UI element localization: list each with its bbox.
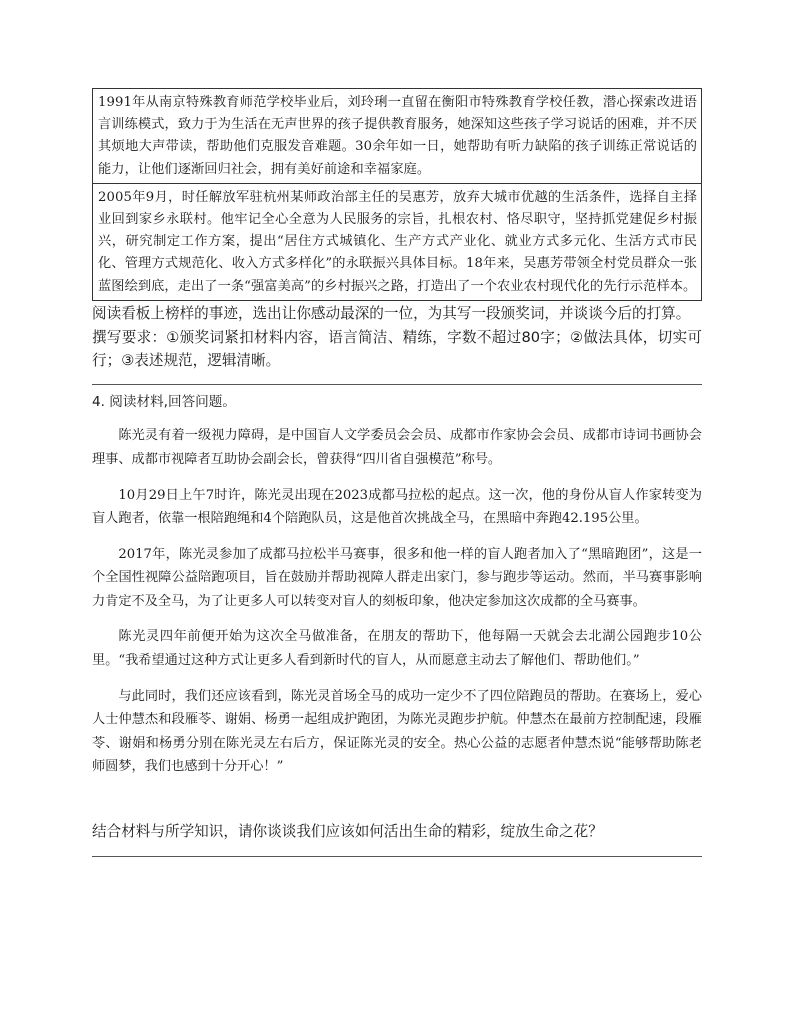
material-paragraph-1: 陈光灵有着一级视力障碍，是中国盲人文学委员会会员、成都市作家协会会员、成都市诗词书画协会理事、成都市视障者互助协会副会长，曾获得“四川省自强模范”称号。 [92, 428, 702, 467]
material-paragraph-4: 陈光灵四年前便开始为这次全马做准备，在朋友的帮助下，他每隔一天就会去北湖公园跑步10公里。“我希望通过这种方式让更多人看到新时代的盲人，从而愿意主动去了解他们、帮助他们。” [92, 629, 702, 669]
question-prompt: 结合材料与所学知识，请你谈谈我们应该如何活出生命的精彩，绽放生命之花？ [92, 823, 603, 841]
role-model-board [92, 88, 702, 301]
worksheet-page [92, 88, 702, 857]
question-4-title: 4. 阅读材料,回答问题。 [92, 394, 236, 411]
case-box-2: 2005年9月，时任解放军驻杭州某师政治部主任的吴惠芳，放弃大城市优越的生活条件，选择自主择业回到家乡永联村。他牢记全心全意为人民服务的宗旨，扎根农村、恪尽职守，坚持抓党建促乡村振兴，研究制定工作方案，提出“居住方式城镇化、生产方式产业化、就业方式多元化、生活方式市民化、管理方式规范化、收入方式多样化”的永联振兴具体目标。18年来，吴惠芳带领全村党员群众一张蓝图绘到底，走出了一条“强富美高”的乡村振兴之路，打造出了一个农业农村现代化的先行示范样本。 [93, 183, 701, 300]
answer-line-1 [92, 384, 702, 385]
material-paragraph-3: 2017年，陈光灵参加了成都马拉松半马赛事，很多和他一样的盲人跑者加入了“黑暗跑团”，这是一个全国性视障公益陪跑项目，旨在鼓励并帮助视障人群走出家门，参与跑步等运动。然而，半马赛事影响力肯定不及全马，为了让更多人可以转变对盲人的刻板印象，他决定参加这次成都的全马赛事。 [92, 546, 702, 609]
task-instruction: 阅读看板上榜样的事迹，选出让你感动最深的一位，为其写一段颁奖词，并谈谈今后的打算。 [92, 304, 691, 322]
answer-line-2 [92, 856, 702, 857]
material-paragraph-5: 与此同时，我们还应该看到，陈光灵首场全马的成功一定少不了四位陪跑员的帮助。在赛场上，爱心人士仲慧杰和段雁苓、谢娟、杨勇一起组成护跑团，为陈光灵跑步护航。仲慧杰在最前方控制配速，段雁苓、谢娟和杨勇分别在陈光灵左右后方，保证陈光灵的安全。热心公益的志愿者仲慧杰说“能够帮助陈老师圆梦，我们也感到十分开心！” [92, 688, 702, 775]
case-box-1: 1991年从南京特殊教育师范学校毕业后，刘玲琍一直留在衡阳市特殊教育学校任教，潜心探索改进语言训练模式，致力于为生活在无声世界的孩子提供教育服务，她深知这些孩子学习说话的困难，并不厌其烦地大声带读，帮助他们克服发音难题。30余年如一日，她帮助有听力缺陷的孩子训练正常说话的能力，让他们逐渐回归社会，拥有美好前途和幸福家庭。 [98, 95, 697, 177]
material-paragraph-2: 10月29日上午7时许，陈光灵出现在2023成都马拉松的起点。这一次，他的身份从盲人作家转变为盲人跑者，依靠一根陪跑绳和4个陪跑队员，这是他首次挑战全马，在黑暗中奔跑42.195公里。 [92, 487, 702, 527]
writing-requirements: 撰写要求：①颁奖词紧扣材料内容，语言简洁、精练，字数不超过80字；②做法具体，切实可行；③表述规范，逻辑清晰。 [92, 329, 702, 369]
